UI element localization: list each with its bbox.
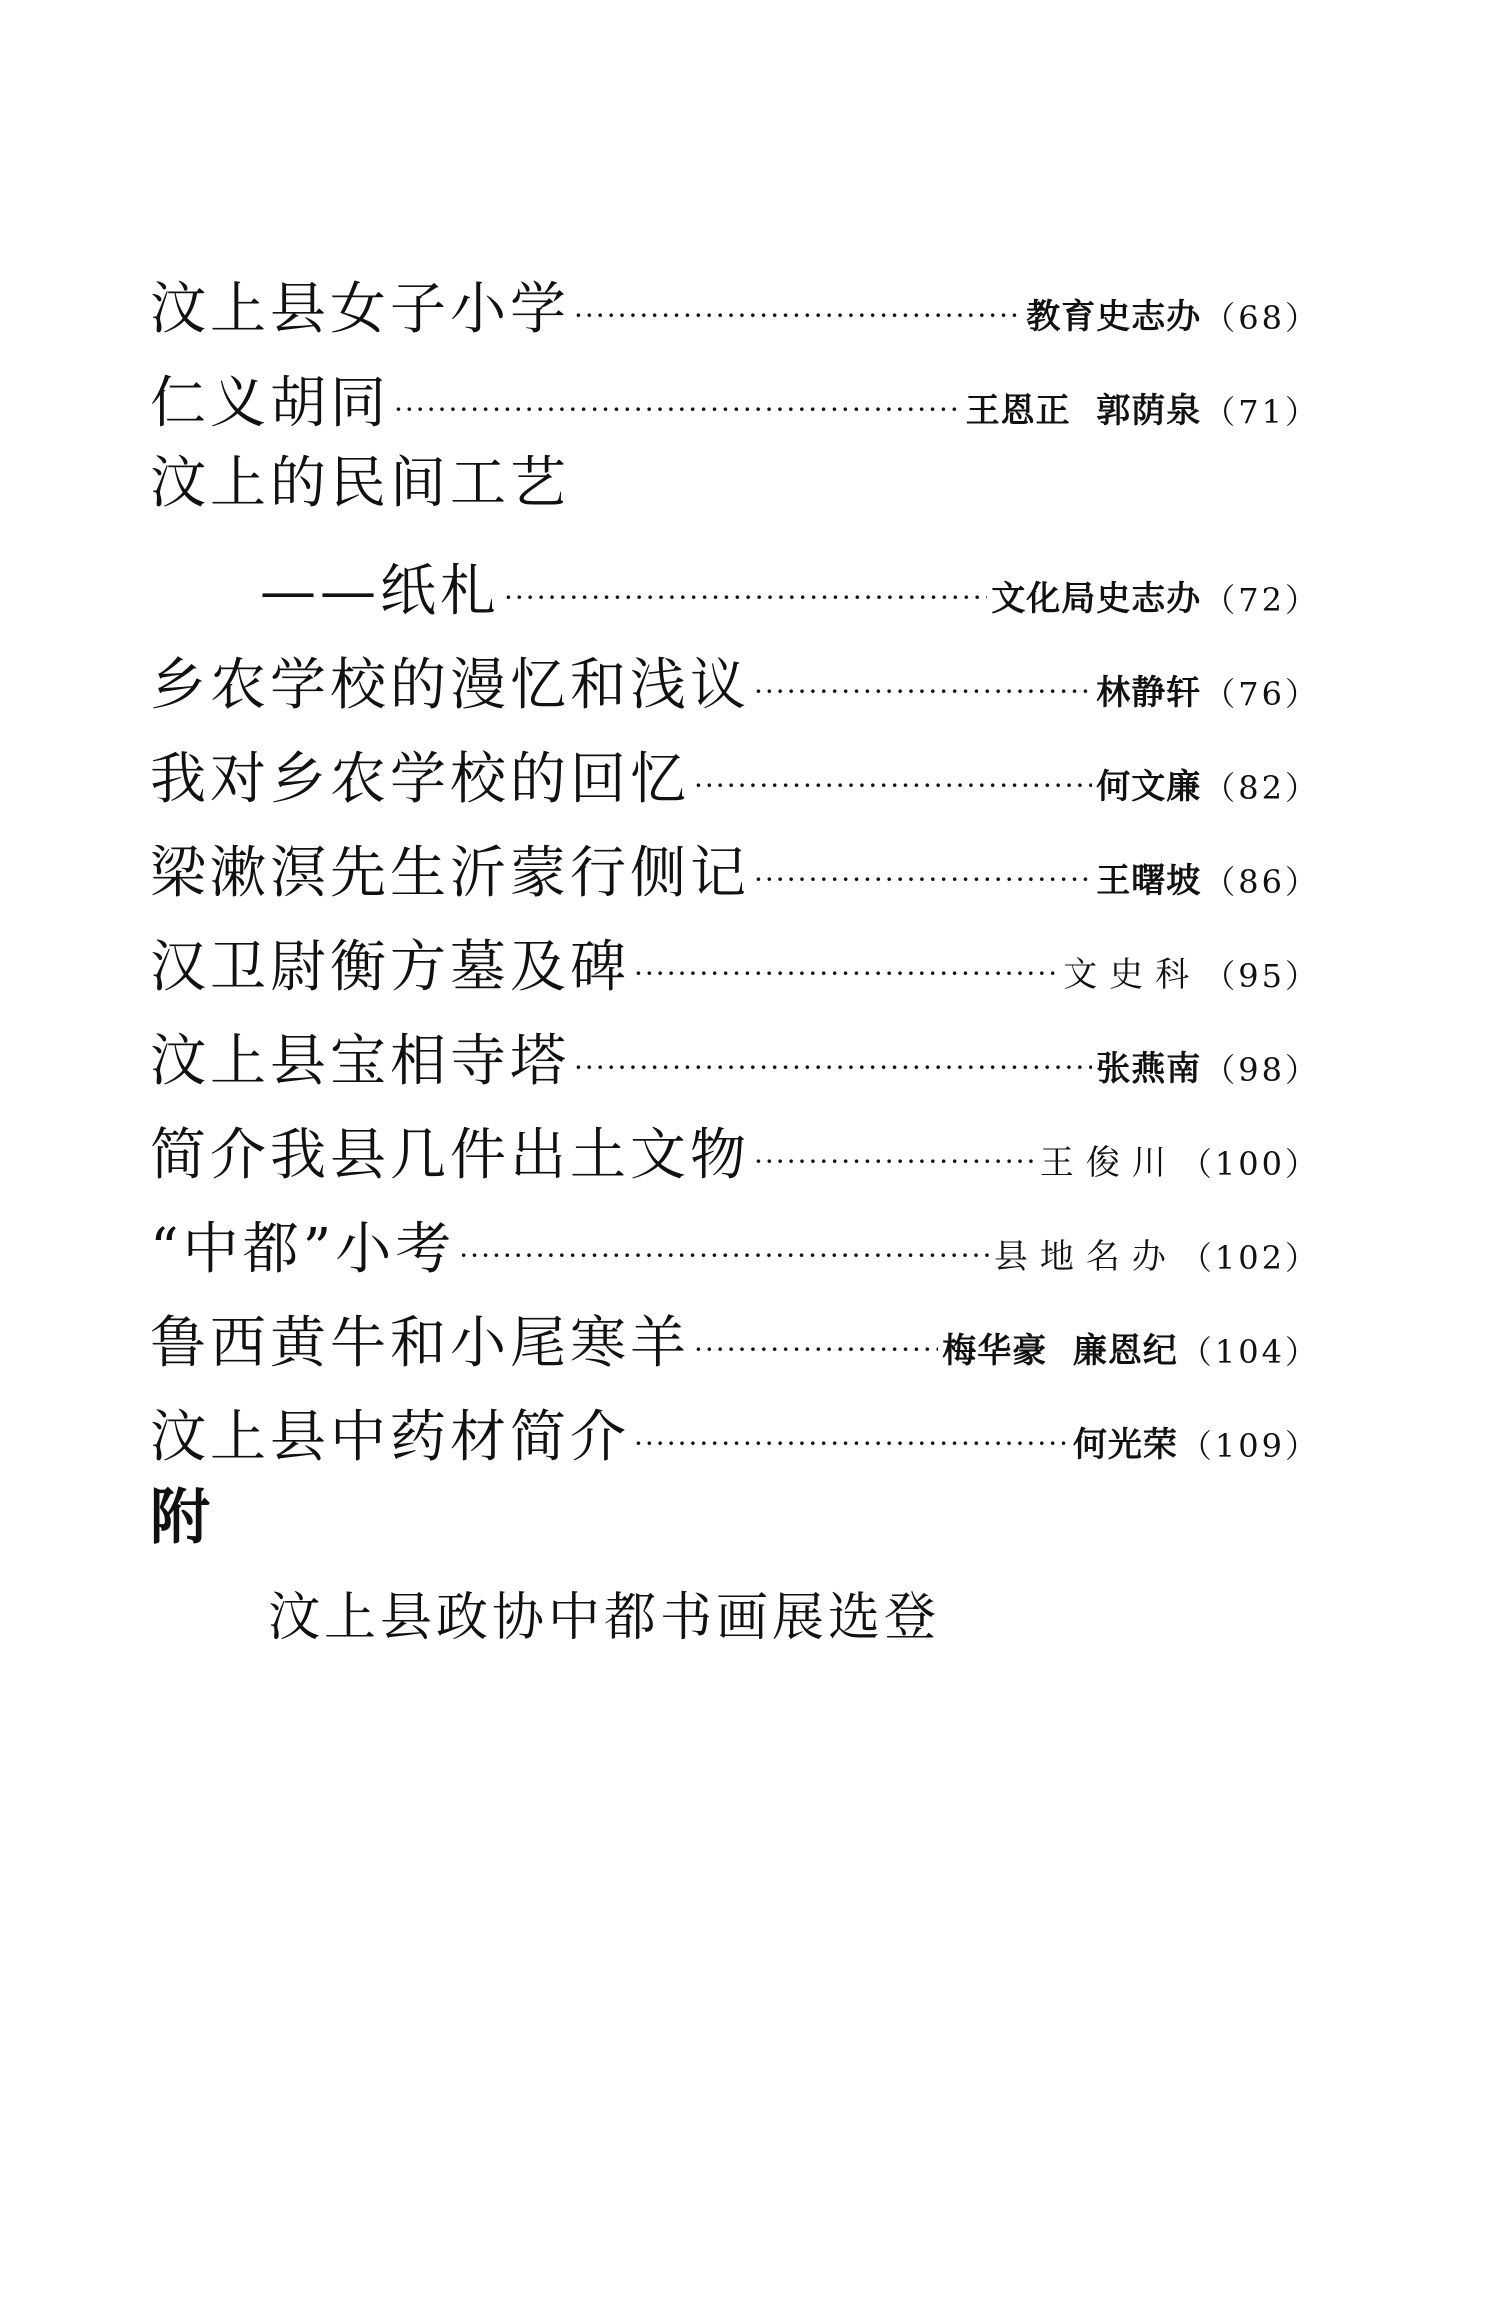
toc-entry-author: 王恩正 郭荫泉 <box>965 391 1202 431</box>
toc-entry-title: 汶上的民间工艺 <box>150 451 570 516</box>
toc-entry-title: 鲁西黄牛和小尾寒羊 <box>150 1311 690 1376</box>
toc-entry-page: （98） <box>1203 1051 1320 1089</box>
toc-entry-page: （102） <box>1179 1239 1320 1277</box>
toc-entry[interactable] <box>150 902 1320 1000</box>
dot-leader <box>754 866 1092 902</box>
toc-entry-title: 梁漱溟先生沂蒙行侧记 <box>150 841 750 906</box>
toc-entry[interactable] <box>150 1372 1320 1470</box>
toc-entry-title: 汉卫尉衡方墓及碑 <box>150 935 630 1000</box>
toc-entry-author: 林静轩 <box>1096 673 1202 713</box>
appendix-entry-title[interactable]: 汶上县政协中都书画展选登 <box>268 1588 941 1648</box>
toc-entry-title: 汶上县宝相寺塔 <box>150 1029 570 1094</box>
toc-entry-author: 梅华豪 廉恩纪 <box>942 1331 1178 1371</box>
toc-entry-page: （68） <box>1203 299 1320 337</box>
toc-entry-page: （72） <box>1203 581 1320 619</box>
toc-entry-page: （76） <box>1203 675 1320 713</box>
toc-entry[interactable] <box>150 996 1320 1094</box>
toc-entry-author: 文史科 <box>1063 955 1202 995</box>
dot-leader <box>574 302 1022 338</box>
toc-entry-page: （109） <box>1179 1427 1320 1465</box>
toc-entry[interactable] <box>150 244 1320 342</box>
toc-entry[interactable] <box>150 338 1320 436</box>
toc-entry-author: 县地名办 <box>993 1237 1178 1277</box>
dot-leader <box>394 396 962 432</box>
toc-entry-title: 我对乡农学校的回忆 <box>150 747 690 812</box>
appendix-heading: 附 <box>150 1483 210 1553</box>
toc-entry-author: 王曙坡 <box>1096 861 1202 901</box>
toc-entry-page: （95） <box>1203 957 1320 995</box>
toc-entry-title: 汶上县中药材简介 <box>150 1405 630 1470</box>
dot-leader <box>504 584 987 620</box>
toc-entry[interactable] <box>150 1278 1320 1376</box>
toc-entry-author: 王俊川 <box>1039 1143 1178 1183</box>
dot-leader <box>754 1148 1036 1184</box>
toc-entry-page: （104） <box>1179 1333 1320 1371</box>
toc-entry-title: 乡农学校的漫忆和浅议 <box>150 653 750 718</box>
table-of-contents <box>150 244 1320 1470</box>
toc-entry-page: （82） <box>1203 769 1320 807</box>
dot-leader <box>754 678 1092 714</box>
dot-leader <box>634 1430 1069 1466</box>
dot-leader <box>634 960 1059 996</box>
dot-leader <box>574 1054 1092 1090</box>
toc-entry-title: 简介我县几件出土文物 <box>150 1123 750 1188</box>
dot-leader <box>694 772 1092 808</box>
toc-entry[interactable] <box>150 714 1320 812</box>
toc-entry[interactable] <box>150 1184 1320 1282</box>
dot-leader <box>459 1242 990 1278</box>
toc-entry-author: 教育史志办 <box>1026 297 1202 337</box>
toc-entry-title: ——纸札 <box>260 559 500 624</box>
toc-entry-author: 张燕南 <box>1096 1049 1202 1089</box>
toc-entry-page: （100） <box>1179 1145 1320 1183</box>
toc-entry[interactable] <box>150 620 1320 718</box>
toc-entry-author: 何文廉 <box>1096 767 1202 807</box>
toc-entry-title: 汶上县女子小学 <box>150 277 570 342</box>
toc-entry-title: 仁义胡同 <box>150 371 390 436</box>
toc-entry[interactable] <box>150 1090 1320 1188</box>
toc-entry[interactable] <box>150 808 1320 906</box>
toc-entry-heading[interactable] <box>150 432 1320 526</box>
toc-entry-author: 何光荣 <box>1072 1425 1178 1465</box>
toc-entry-page: （86） <box>1203 863 1320 901</box>
toc-entry-title: “中都”小考 <box>150 1217 456 1282</box>
dot-leader <box>694 1336 938 1372</box>
toc-entry-author: 文化局史志办 <box>991 579 1202 619</box>
toc-entry-subtitle[interactable] <box>150 526 1320 624</box>
toc-entry-page: （71） <box>1203 393 1320 431</box>
